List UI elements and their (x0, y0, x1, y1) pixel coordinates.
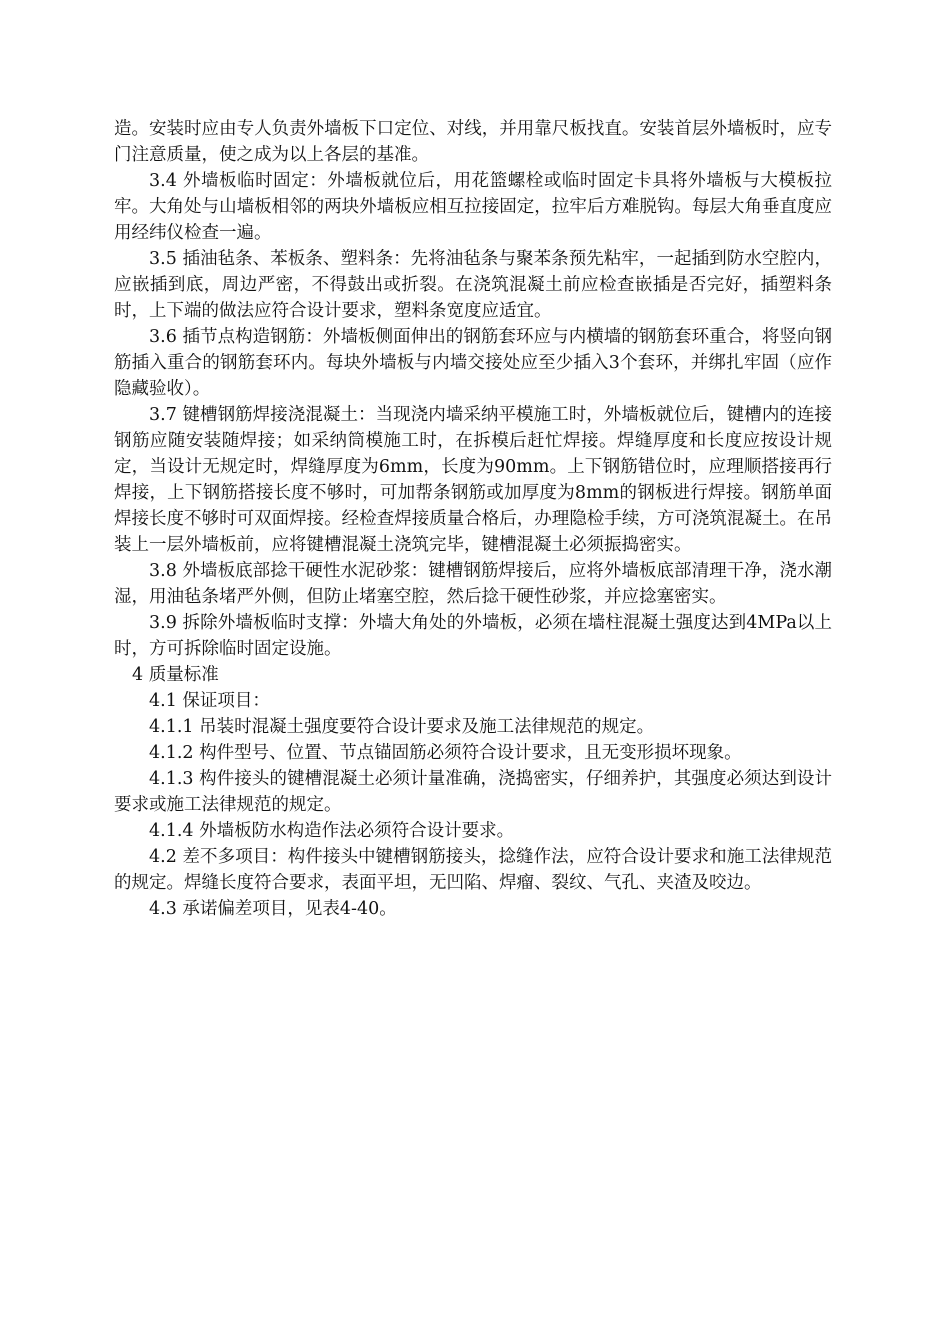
paragraph-4-1-3: 4.1.3 构件接头的键槽混凝土必须计量准确，浇捣密实，仔细养护，其强度必须达到设计要求或施工法律规范的规定。 (114, 769, 832, 815)
paragraph-3-8: 3.8 外墙板底部捻干硬性水泥砂浆：键槽钢筋焊接后，应将外墙板底部清理干净，浇水潮湿，用油毡条堵严外侧，但防止堵塞空腔，然后捻干硬性砂浆，并应捻塞密实。 (114, 561, 832, 607)
paragraph-4-1-4: 4.1.4 外墙板防水构造作法必须符合设计要求。 (149, 821, 515, 841)
paragraph-4-1-1: 4.1.1 吊装时混凝土强度要符合设计要求及施工法律规范的规定。 (149, 717, 655, 737)
paragraph-4-1: 4.1 保证项目： (149, 691, 270, 711)
paragraph-4-2: 4.2 差不多项目：构件接头中键槽钢筋接头，捻缝作法，应符合设计要求和施工法律规范的规定。焊缝长度符合要求，表面平坦，无凹陷、焊瘤、裂纹、气孔、夹渣及咬边。 (114, 847, 832, 893)
document-body (114, 116, 832, 922)
paragraph-3-6: 3.6 插节点构造钢筋：外墙板侧面伸出的钢筋套环应与内横墙的钢筋套环重合，将竖向钢筋插入重合的钢筋套环内。每块外墙板与内墙交接处应至少插入3个套环，并绑扎牢固（应作隐藏验收）。 (114, 327, 832, 399)
paragraph-4-1-2: 4.1.2 构件型号、位置、节点锚固筋必须符合设计要求，且无变形损坏现象。 (149, 743, 742, 763)
paragraph-4-3: 4.3 承诺偏差项目，见表4-40。 (149, 899, 397, 919)
paragraph-3-4: 3.4 外墙板临时固定：外墙板就位后，用花篮螺栓或临时固定卡具将外墙板与大模板拉牢。大角处与山墙板相邻的两块外墙板应相互拉接固定，拉牢后方难脱钩。每层大角垂直度应用经纬仪检查一遍。 (114, 171, 832, 243)
paragraph-3-7: 3.7 键槽钢筋焊接浇混凝土：当现浇内墙采纳平模施工时，外墙板就位后，键槽内的连接钢筋应随安装随焊接；如采纳筒模施工时，在拆模后赶忙焊接。焊缝厚度和长度应按设计规定，当设计无规定时，焊缝厚度为6mm，长度为90mm。上下钢筋错位时，应理顺搭接再行焊接，上下钢筋搭接长度不够时，可加帮条钢筋或加厚度为8mm的钢板进行焊接。钢筋单面焊接长度不够时可双面焊接。经检查焊接质量合格后，办理隐检手续，方可浇筑混凝土。在吊装上一层外墙板前，应将键槽混凝土浇筑完毕，键槽混凝土必须振捣密实。 (114, 405, 832, 555)
paragraph-continuation: 造。安装时应由专人负责外墙板下口定位、对线，并用靠尺板找直。安装首层外墙板时，应专门注意质量，使之成为以上各层的基准。 (114, 119, 832, 165)
paragraph-3-5: 3.5 插油毡条、苯板条、塑料条：先将油毡条与聚苯条预先粘牢，一起插到防水空腔内，应嵌插到底，周边严密，不得鼓出或折裂。在浇筑混凝土前应检查嵌插是否完好，插塑料条时，上下端的做法应符合设计要求，塑料条宽度应适宜。 (114, 249, 832, 321)
section-heading-4: 4 质量标准 (132, 665, 219, 685)
paragraph-3-9: 3.9 拆除外墙板临时支撑：外墙大角处的外墙板，必须在墙柱混凝土强度达到4MPa以上时，方可拆除临时固定设施。 (114, 613, 832, 659)
